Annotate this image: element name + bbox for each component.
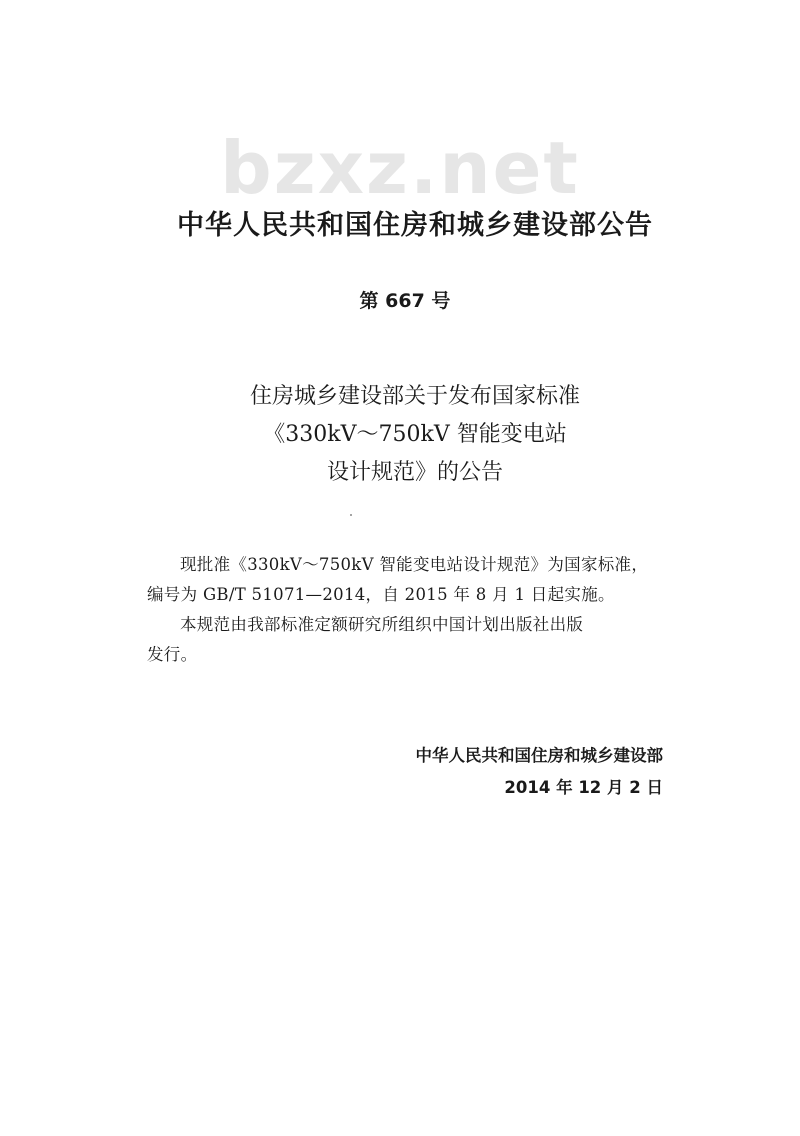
announcement-subtitle — [0, 378, 800, 492]
announcement-body — [147, 550, 727, 670]
document-title: 中华人民共和国住房和城乡建设部公告 — [177, 210, 653, 241]
watermark: bzxz.net — [220, 126, 580, 210]
issuer-name: 中华人民共和国住房和城乡建设部 — [415, 746, 663, 765]
issue-date: 2014 年 12 月 2 日 — [504, 778, 663, 797]
subtitle-line-3: 设计规范》的公告 — [326, 460, 503, 485]
announcement-number: 第 667 号 — [359, 290, 451, 312]
subtitle-line-2: 《330kV～750kV 智能变电站 — [263, 422, 567, 447]
scan-speck — [350, 514, 352, 516]
body-paragraph-2-line-2: 发行。 — [147, 645, 198, 664]
subtitle-line-1: 住房城乡建设部关于发布国家标准 — [249, 384, 580, 409]
body-paragraph-1-line-2: 编号为 GB/T 51071—2014，自 2015 年 8 月 1 日起实施。 — [147, 585, 615, 604]
body-paragraph-2-line-1: 本规范由我部标准定额研究所组织中国计划出版社出版 — [180, 615, 584, 634]
signature-block — [416, 740, 664, 804]
body-paragraph-1-line-1: 现批准《330kV～750kV 智能变电站设计规范》为国家标准， — [180, 555, 649, 574]
